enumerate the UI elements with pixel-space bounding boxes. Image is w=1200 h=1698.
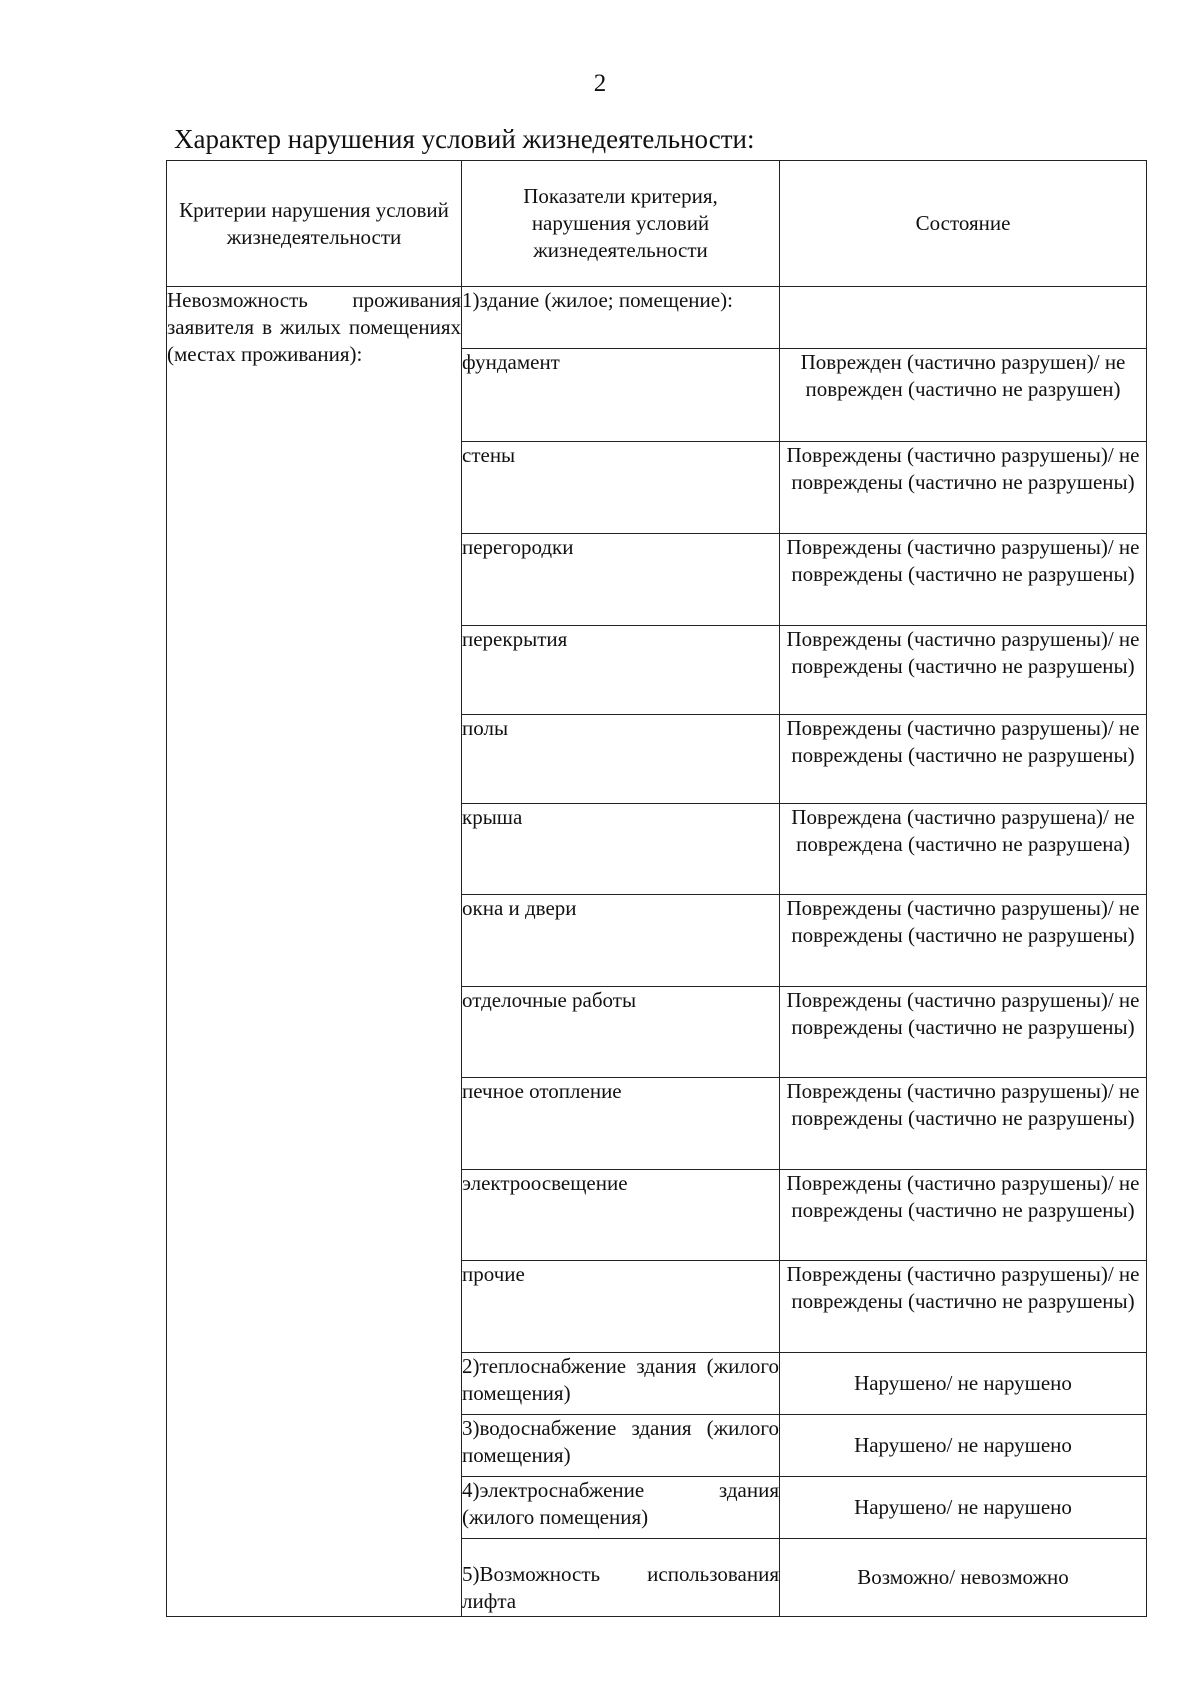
indicator-cell: 4)электроснабжение здания (жилого помещения) — [462, 1477, 780, 1539]
indicator-cell: 1)здание (жилое; помещение): — [462, 287, 780, 349]
criterion-cell: Невозможность проживания заявителя в жилых помещениях (местах проживания): — [167, 287, 462, 1617]
criteria-table — [166, 160, 1147, 1617]
table-header-row — [167, 161, 1147, 287]
header-criteria: Критерии нарушения условий жизнедеятельности — [167, 161, 462, 287]
indicator-cell: 2)теплоснабжение здания (жилого помещения) — [462, 1353, 780, 1415]
state-cell: Повреждены (частично разрушены)/ не повреждены (частично не разрушены) — [780, 715, 1147, 804]
state-cell: Нарушено/ не нарушено — [780, 1477, 1147, 1539]
indicator-cell: отделочные работы — [462, 987, 780, 1078]
header-state: Состояние — [780, 161, 1147, 287]
state-cell: Повреждены (частично разрушены)/ не повреждены (частично не разрушены) — [780, 895, 1147, 987]
state-cell: Повреждены (частично разрушены)/ не повреждены (частично не разрушены) — [780, 534, 1147, 626]
indicator-cell: 5)Возможность использования лифта — [462, 1539, 780, 1617]
state-cell — [780, 287, 1147, 349]
indicator-cell: фундамент — [462, 349, 780, 442]
state-cell: Повреждены (частично разрушены)/ не повреждены (частично не разрушены) — [780, 442, 1147, 534]
state-cell: Повреждены (частично разрушены)/ не повреждены (частично не разрушены) — [780, 987, 1147, 1078]
state-cell: Нарушено/ не нарушено — [780, 1353, 1147, 1415]
state-cell: Повреждены (частично разрушены)/ не повреждены (частично не разрушены) — [780, 1170, 1147, 1261]
state-cell: Нарушено/ не нарушено — [780, 1415, 1147, 1477]
indicator-cell: стены — [462, 442, 780, 534]
state-cell: Повреждены (частично разрушены)/ не повреждены (частично не разрушены) — [780, 1078, 1147, 1170]
indicator-cell: печное отопление — [462, 1078, 780, 1170]
document-heading: Характер нарушения условий жизнедеятельности: — [174, 124, 755, 154]
table-row — [167, 287, 1147, 349]
indicator-cell: полы — [462, 715, 780, 804]
state-cell: Повреждены (частично разрушены)/ не повреждены (частично не разрушены) — [780, 1261, 1147, 1353]
page-number: 2 — [593, 70, 607, 97]
state-cell: Поврежден (частично разрушен)/ не поврежден (частично не разрушен) — [780, 349, 1147, 442]
indicator-cell: окна и двери — [462, 895, 780, 987]
indicator-cell: прочие — [462, 1261, 780, 1353]
state-cell: Повреждены (частично разрушены)/ не повреждены (частично не разрушены) — [780, 626, 1147, 715]
header-indicators: Показатели критерия, нарушения условий жизнедеятельности — [462, 161, 780, 287]
state-cell: Возможно/ невозможно — [780, 1539, 1147, 1617]
state-cell: Повреждена (частично разрушена)/ не повреждена (частично не разрушена) — [780, 804, 1147, 895]
indicator-cell: перекрытия — [462, 626, 780, 715]
indicator-cell: перегородки — [462, 534, 780, 626]
indicator-cell: 3)водоснабжение здания (жилого помещения) — [462, 1415, 780, 1477]
indicator-cell: электроосвещение — [462, 1170, 780, 1261]
indicator-cell: крыша — [462, 804, 780, 895]
